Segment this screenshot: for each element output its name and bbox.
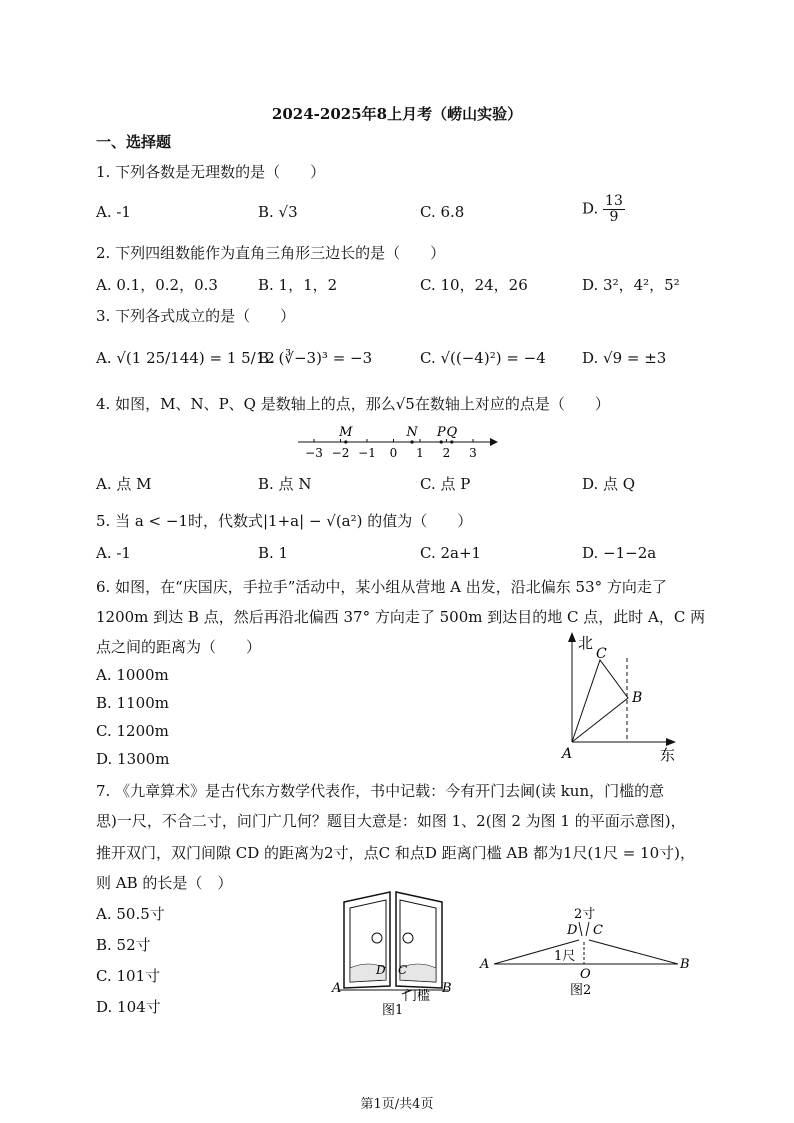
q5-option-b: B. 1 <box>258 544 289 562</box>
point-c-label: C <box>596 646 607 662</box>
q1-stem: 1. 下列各数是无理数的是（ ） <box>96 163 326 181</box>
triangle-abc <box>572 660 628 742</box>
q3-option-b: B. (∛−3)³ = −3 <box>258 349 373 367</box>
threshold-label: 门槛 <box>404 989 431 1004</box>
fig1-point-c-label: C <box>398 963 408 977</box>
q2-option-a: A. 0.1，0.2，0.3 <box>96 276 218 294</box>
compass-figure <box>558 630 688 770</box>
point-a-label: A <box>562 746 573 762</box>
q4-option-b: B. 点 N <box>258 475 312 493</box>
left-door-knob <box>372 933 382 943</box>
fraction-denominator: 9 <box>609 209 619 225</box>
east-label: 东 <box>660 746 676 764</box>
fraction-numerator: 13 <box>605 193 623 209</box>
east-arrow <box>666 738 676 746</box>
number-line-figure <box>292 420 502 464</box>
fig1-point-d-label: D <box>376 963 386 977</box>
page-title: 2024-2025年8上月考（崂山实验） <box>271 105 523 123</box>
fig2-point-a-label: A <box>480 957 490 972</box>
q4-option-c: C. 点 P <box>420 475 471 493</box>
number-line-point <box>440 440 443 443</box>
fig2-point-c-label: C <box>593 923 603 938</box>
q3-option-d: D. √9 = ±3 <box>582 349 667 367</box>
q6-line-1: 6. 如图，在“庆国庆，手拉手”活动中，某小组从营地 A 出发，沿北偏东 53° 方向走了 <box>96 578 667 596</box>
number-line-tick-label: 1 <box>416 446 424 460</box>
number-line-point-label: M <box>339 425 353 440</box>
q4-option-a: A. 点 M <box>96 475 152 493</box>
q1-option-c: C. 6.8 <box>420 203 465 221</box>
q1-option-d <box>582 194 625 225</box>
gap-pointer-left <box>579 922 582 936</box>
q1-option-d-fraction <box>603 194 625 225</box>
q7-line-2: 思)一尺，不合二寸，问门广几何？题目大意是：如图 1、2(图 2 为图 1 的平面示意图)， <box>96 812 686 830</box>
q7-option-b: B. 52寸 <box>96 936 151 954</box>
q6-option-a: A. 1000m <box>96 666 169 684</box>
section-heading: 一、选择题 <box>96 133 172 151</box>
figure-2-caption: 图2 <box>570 983 592 998</box>
q5-stem: 5. 当 a < −1时，代数式|1+a| − √(a²) 的值为（ ） <box>96 512 473 530</box>
number-line-point-label: Q <box>446 425 458 440</box>
q2-option-b: B. 1，1，2 <box>258 276 338 294</box>
number-line-point <box>344 440 347 443</box>
q1-option-d-label: D. <box>582 199 599 218</box>
fig2-point-d-label: D <box>567 923 578 938</box>
q4-stem: 4. 如图，M、N、P、Q 是数轴上的点，那么√5在数轴上对应的点是（ ） <box>96 395 610 413</box>
q7-line-1: 7. 《九章算术》是古代东方数学代表作，书中记载：今有开门去阃(读 kun，门槛的意 <box>96 782 665 800</box>
number-line-point <box>410 440 413 443</box>
door-figure-1 <box>330 890 460 1020</box>
q3-stem: 3. 下列各式成立的是（ ） <box>96 307 296 325</box>
q7-line-3: 推开双门，双门间隙 CD 的距离为2寸，点C 和点D 距离门槛 AB 都为1尺(1尺 = 10寸)， <box>96 844 695 862</box>
number-line-tick-label: −3 <box>305 446 323 460</box>
number-line-points <box>338 425 457 444</box>
fig1-point-b-label: B <box>442 981 452 996</box>
number-line-tick-label: −2 <box>331 446 350 460</box>
q2-option-d: D. 3²，4²，5² <box>582 276 680 294</box>
number-line-tick-label: 0 <box>389 446 398 460</box>
number-line-arrow <box>490 438 498 446</box>
q7-option-c: C. 101寸 <box>96 967 161 985</box>
fig2-point-b-label: B <box>680 957 690 972</box>
number-line-point-label: N <box>406 425 418 440</box>
q6-option-b: B. 1100m <box>96 694 169 712</box>
door-figure-2 <box>478 898 698 998</box>
q6-line-3: 点之间的距离为（ ） <box>96 638 262 656</box>
page-footer: 第1页/共4页 <box>360 1097 434 1112</box>
q7-option-d: D. 104寸 <box>96 998 161 1016</box>
segment-bc <box>589 940 678 964</box>
q4-option-d: D. 点 Q <box>582 475 636 493</box>
q7-option-a: A. 50.5寸 <box>96 905 165 923</box>
q5-option-d: D. −1−2a <box>582 544 657 562</box>
fig1-point-a-label: A <box>332 981 342 996</box>
q5-option-c: C. 2a+1 <box>420 544 482 562</box>
number-line-tick-label: −1 <box>358 446 376 460</box>
q7-line-4: 则 AB 的长是（ ） <box>96 874 233 892</box>
number-line-tick-label: 3 <box>469 446 477 460</box>
right-door-knob <box>403 933 413 943</box>
q2-option-c: C. 10，24，26 <box>420 276 528 294</box>
number-line-point <box>450 440 453 443</box>
gap-label: 2寸 <box>574 907 596 922</box>
gap-pointer-right <box>586 922 589 936</box>
number-line-point-label: P <box>436 425 446 440</box>
q2-stem: 2. 下列四组数能作为直角三角形三边长的是（ ） <box>96 244 446 262</box>
q6-line-2: 1200m 到达 B 点，然后再沿北偏西 37° 方向走了 500m 到达目的地 C 点，此时 A，C 两 <box>96 608 706 626</box>
q6-option-c: C. 1200m <box>96 722 169 740</box>
point-b-label: B <box>632 690 643 706</box>
fig2-point-o-label: O <box>580 967 591 982</box>
q3-option-a: A. √(1 25/144) = 1 5/12 <box>96 349 275 367</box>
q6-option-d: D. 1300m <box>96 750 170 768</box>
number-line-tick-label: 2 <box>442 446 451 460</box>
q3-option-c: C. √((−4)²) = −4 <box>420 349 546 367</box>
q1-option-a: A. -1 <box>96 203 131 221</box>
q5-option-a: A. -1 <box>96 544 131 562</box>
q1-option-b: B. √3 <box>258 203 298 221</box>
foot-label: 1尺 <box>554 949 576 964</box>
figure-1-caption: 图1 <box>382 1003 404 1018</box>
north-label: 北 <box>578 634 594 652</box>
north-arrow <box>568 632 576 642</box>
